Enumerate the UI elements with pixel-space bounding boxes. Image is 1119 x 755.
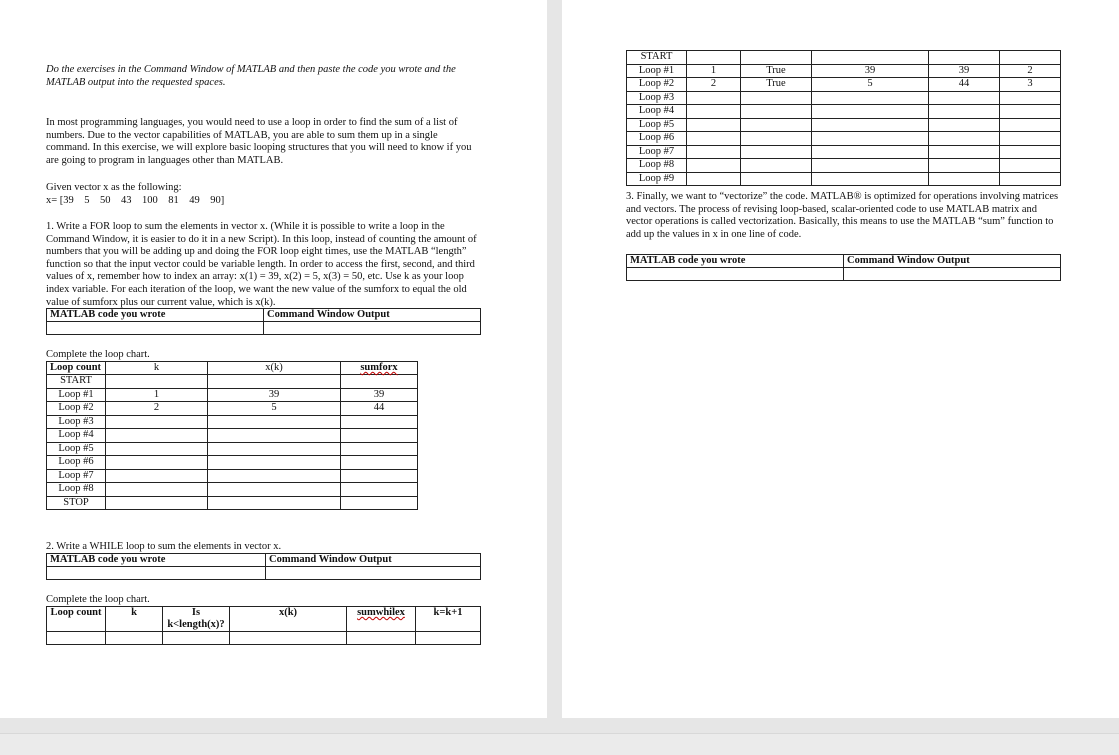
- while-loop-code-cell[interactable]: [47, 567, 266, 580]
- xk-cell[interactable]: [812, 132, 929, 146]
- table-row: [627, 78, 1061, 92]
- table-row: [47, 429, 418, 443]
- sumwhilex-cell[interactable]: 39: [929, 64, 1000, 78]
- condition-cell[interactable]: [741, 145, 812, 159]
- code-column-header: MATLAB code you wrote: [627, 255, 844, 268]
- for-loop-code-table: [46, 308, 481, 335]
- sumwhilex-cell[interactable]: [929, 105, 1000, 119]
- k-cell[interactable]: 1: [687, 64, 741, 78]
- k-increment-cell[interactable]: [1000, 51, 1061, 65]
- chart-2-caption: Complete the loop chart.: [46, 594, 150, 605]
- table-row: [627, 51, 1061, 65]
- row-label: Loop #4: [47, 429, 106, 443]
- k-increment-cell[interactable]: [1000, 118, 1061, 132]
- table-row: [47, 469, 418, 483]
- condition-cell[interactable]: [741, 118, 812, 132]
- row-label: Loop #2: [627, 78, 687, 92]
- row-label: Loop #4: [627, 105, 687, 119]
- condition-cell[interactable]: True: [741, 78, 812, 92]
- document-page-1: [0, 0, 547, 718]
- code-column-header: MATLAB code you wrote: [47, 554, 266, 567]
- xk-cell[interactable]: [208, 469, 341, 483]
- row-label: Loop #3: [627, 91, 687, 105]
- sumforx-cell[interactable]: [341, 496, 418, 510]
- table-row: [627, 159, 1061, 173]
- condition-cell[interactable]: [163, 632, 230, 645]
- sumforx-label: sumforx: [360, 362, 398, 373]
- sumwhilex-cell[interactable]: [929, 159, 1000, 173]
- sumforx-cell[interactable]: [341, 375, 418, 389]
- row-label: Loop #7: [627, 145, 687, 159]
- xk-cell[interactable]: [208, 415, 341, 429]
- table-row: [627, 91, 1061, 105]
- question-3-text: 3. Finally, we want to “vectorize” the code. MATLAB® is optimized for operations involving matrices and vectors. The process of revising loop-based, scalar-oriented code to use MATLAB matrix and vector operations is called vectorization. Basically, this means to use the MATLAB “sum” function to add up the values in x in one line of code.: [626, 191, 1059, 240]
- row-label: START: [47, 375, 106, 389]
- vectorize-output-cell[interactable]: [844, 268, 1061, 281]
- row-label: Loop #2: [47, 402, 106, 416]
- header-xk: x(k): [208, 362, 341, 375]
- sumforx-cell[interactable]: [341, 429, 418, 443]
- k-cell[interactable]: [106, 456, 208, 470]
- sumforx-cell[interactable]: [341, 469, 418, 483]
- for-loop-code-cell[interactable]: [47, 322, 264, 335]
- table-row: [47, 496, 418, 510]
- sumforx-cell[interactable]: 44: [341, 402, 418, 416]
- header-sumforx: [341, 362, 418, 375]
- xk-cell[interactable]: [812, 51, 929, 65]
- sumforx-cell[interactable]: [341, 456, 418, 470]
- table-row: [627, 132, 1061, 146]
- sumforx-cell[interactable]: 39: [341, 388, 418, 402]
- k-increment-cell[interactable]: [1000, 159, 1061, 173]
- xk-cell[interactable]: [208, 429, 341, 443]
- row-label: Loop #1: [47, 388, 106, 402]
- sumwhilex-cell[interactable]: [929, 91, 1000, 105]
- row-label: Loop #3: [47, 415, 106, 429]
- question-1-text: 1. Write a FOR loop to sum the elements in vector x. (While it is possible to write a loop in the Command Window, it is easier to do it in a new Script). In this loop, instead of counting the amount of numbers that you will be adding up and doing the FOR loop eight times, use the MATLAB “length” function so that the input vector could be variable length. In order to access the first, second, and third values of x, remember how to index an array: x(1) = 39, x(2) = 5, x(3) = 50, etc. Use k as your loop index variable. For each iteration of the loop, we want the new value of the sumforx to equal the old value of sumforx plus our current value, which is x(k).: [46, 221, 477, 308]
- output-column-header: Command Window Output: [844, 255, 1061, 268]
- k-cell[interactable]: [106, 483, 208, 497]
- sumforx-cell[interactable]: [341, 483, 418, 497]
- vectorize-code-table: [626, 254, 1061, 281]
- xk-cell[interactable]: [208, 375, 341, 389]
- for-loop-chart: [46, 361, 418, 510]
- xk-cell[interactable]: [812, 118, 929, 132]
- header-loop-count: Loop count: [47, 362, 106, 375]
- k-cell[interactable]: [687, 91, 741, 105]
- xk-cell[interactable]: 5: [208, 402, 341, 416]
- xk-cell[interactable]: [208, 483, 341, 497]
- chart-1-caption: Complete the loop chart.: [46, 349, 150, 360]
- table-row: [47, 415, 418, 429]
- xk-cell[interactable]: [812, 159, 929, 173]
- vectorize-code-cell[interactable]: [627, 268, 844, 281]
- xk-cell[interactable]: [230, 632, 347, 645]
- xk-cell[interactable]: [208, 442, 341, 456]
- xk-cell[interactable]: 39: [812, 64, 929, 78]
- xk-cell[interactable]: [812, 145, 929, 159]
- code-column-header: MATLAB code you wrote: [47, 309, 264, 322]
- k-cell[interactable]: [687, 118, 741, 132]
- row-label: Loop #8: [627, 159, 687, 173]
- sumwhilex-cell[interactable]: [929, 51, 1000, 65]
- while-loop-chart-continued: [626, 50, 1061, 186]
- sumforx-cell[interactable]: [341, 415, 418, 429]
- condition-cell[interactable]: [741, 51, 812, 65]
- k-cell[interactable]: [106, 442, 208, 456]
- k-cell[interactable]: [687, 172, 741, 186]
- xk-cell[interactable]: [208, 456, 341, 470]
- k-increment-cell[interactable]: [1000, 91, 1061, 105]
- xk-cell[interactable]: 5: [812, 78, 929, 92]
- while-loop-chart: [46, 606, 481, 645]
- table-row: [47, 442, 418, 456]
- while-loop-code-table: [46, 553, 481, 580]
- k-cell[interactable]: [106, 375, 208, 389]
- condition-cell[interactable]: [741, 132, 812, 146]
- row-label: Loop #5: [627, 118, 687, 132]
- row-label: START: [627, 51, 687, 65]
- k-cell[interactable]: 2: [106, 402, 208, 416]
- k-cell[interactable]: [106, 415, 208, 429]
- condition-cell[interactable]: [741, 91, 812, 105]
- k-cell[interactable]: [106, 632, 163, 645]
- k-increment-cell[interactable]: [1000, 132, 1061, 146]
- row-label: Loop #9: [627, 172, 687, 186]
- k-cell[interactable]: 1: [106, 388, 208, 402]
- condition-cell[interactable]: [741, 159, 812, 173]
- sumwhilex-cell[interactable]: 44: [929, 78, 1000, 92]
- k-cell[interactable]: [687, 105, 741, 119]
- table-row: [627, 64, 1061, 78]
- row-label: Loop #6: [47, 456, 106, 470]
- header-sumwhilex: [347, 607, 416, 632]
- sumforx-cell[interactable]: [341, 442, 418, 456]
- sumwhilex-cell[interactable]: [929, 172, 1000, 186]
- header-is-k-less-length: Is k<length(x)?: [163, 607, 230, 632]
- k-increment-cell[interactable]: [1000, 145, 1061, 159]
- table-row: [627, 172, 1061, 186]
- xk-cell[interactable]: [812, 91, 929, 105]
- table-row: [47, 402, 418, 416]
- document-page-2: [562, 0, 1119, 718]
- k-increment-cell[interactable]: [1000, 105, 1061, 119]
- k-cell[interactable]: 2: [687, 78, 741, 92]
- table-row: [47, 375, 418, 389]
- xk-cell[interactable]: 39: [208, 388, 341, 402]
- k-increment-cell[interactable]: 3: [1000, 78, 1061, 92]
- table-row: [47, 388, 418, 402]
- condition-cell[interactable]: [741, 172, 812, 186]
- k-cell[interactable]: [687, 51, 741, 65]
- xk-cell[interactable]: [208, 496, 341, 510]
- k-cell[interactable]: [106, 469, 208, 483]
- table-row: [47, 456, 418, 470]
- k-cell[interactable]: [687, 132, 741, 146]
- condition-cell[interactable]: [741, 105, 812, 119]
- row-label: Loop #8: [47, 483, 106, 497]
- sumwhilex-cell[interactable]: [929, 145, 1000, 159]
- for-loop-output-cell[interactable]: [264, 322, 481, 335]
- k-cell[interactable]: [106, 429, 208, 443]
- sumwhilex-cell[interactable]: [929, 118, 1000, 132]
- table-row: [627, 105, 1061, 119]
- header-k: k: [106, 362, 208, 375]
- header-loop-count: Loop count: [47, 607, 106, 632]
- sumwhilex-label: sumwhilex: [357, 607, 405, 618]
- intro-paragraph: In most programming languages, you would need to use a loop in order to find the sum of a list of numbers. Due to the vector capabilities of MATLAB, you are able to sum them up in a single command. In this exercise, we will explore basic looping structures that you will need to know if you are going to program in languages other than MATLAB.: [46, 117, 472, 166]
- output-column-header: Command Window Output: [266, 554, 481, 567]
- header-xk: x(k): [230, 607, 347, 632]
- header-k: k: [106, 607, 163, 632]
- row-label: Loop #6: [627, 132, 687, 146]
- intro-instructions: Do the exercises in the Command Window of MATLAB and then paste the code you wrote and the MATLAB output into the requested spaces.: [46, 64, 456, 88]
- xk-cell[interactable]: [812, 105, 929, 119]
- window-bottom-bar: [0, 733, 1119, 755]
- row-label: STOP: [47, 496, 106, 510]
- row-label: Loop #1: [627, 64, 687, 78]
- table-row: [627, 118, 1061, 132]
- loop-count-cell[interactable]: [47, 632, 106, 645]
- table-row: [47, 483, 418, 497]
- k-increment-cell[interactable]: [1000, 172, 1061, 186]
- condition-cell[interactable]: True: [741, 64, 812, 78]
- k-increment-cell[interactable]: [416, 632, 481, 645]
- sumwhilex-cell[interactable]: [347, 632, 416, 645]
- xk-cell[interactable]: [812, 172, 929, 186]
- k-increment-cell[interactable]: 2: [1000, 64, 1061, 78]
- given-vector-label: Given vector x as the following:: [46, 182, 182, 193]
- while-loop-output-cell[interactable]: [266, 567, 481, 580]
- row-label: Loop #5: [47, 442, 106, 456]
- header-k-increment: k=k+1: [416, 607, 481, 632]
- k-cell[interactable]: [687, 159, 741, 173]
- k-cell[interactable]: [687, 145, 741, 159]
- row-label: Loop #7: [47, 469, 106, 483]
- vector-x-definition: x= [39 5 50 43 100 81 49 90]: [46, 195, 225, 206]
- k-cell[interactable]: [106, 496, 208, 510]
- table-row: [627, 145, 1061, 159]
- output-column-header: Command Window Output: [264, 309, 481, 322]
- sumwhilex-cell[interactable]: [929, 132, 1000, 146]
- question-2-text: 2. Write a WHILE loop to sum the elements in vector x.: [46, 541, 282, 552]
